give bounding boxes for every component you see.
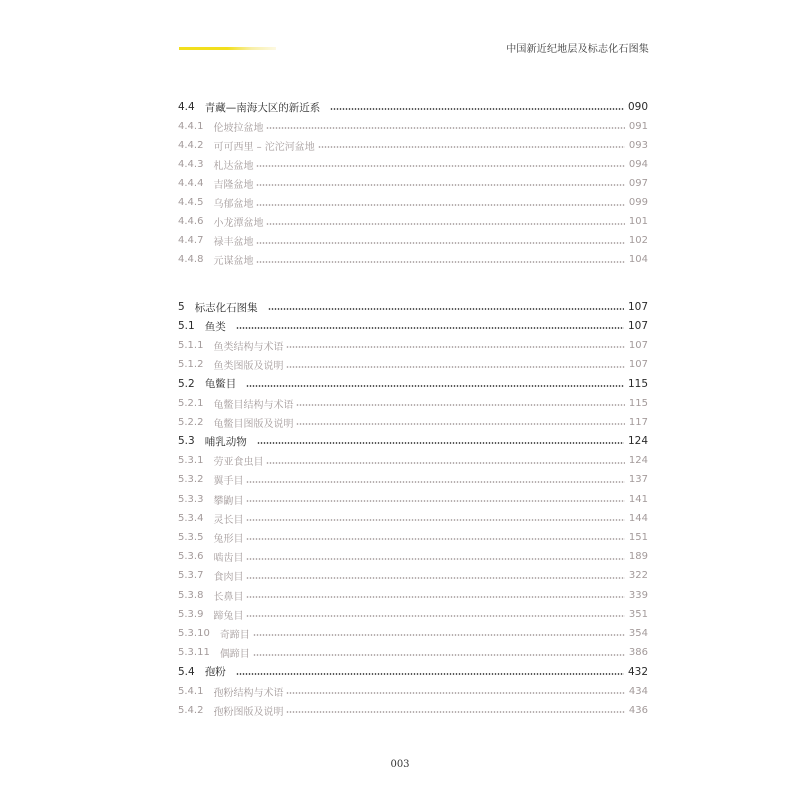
- toc-dot-leader: [236, 673, 624, 675]
- toc-subsection-row[interactable]: [178, 174, 648, 192]
- toc-subsection-row[interactable]: [178, 356, 648, 374]
- toc-entry-number: 5.3.6: [178, 551, 204, 563]
- toc-entry-title: 蹄兔目: [213, 610, 244, 622]
- toc-entry-title: 可可西里 – 沱沱河盆地: [213, 141, 315, 153]
- toc-dot-leader: [246, 385, 624, 387]
- toc-entry-title: 偶蹄目: [219, 649, 250, 661]
- toc-entry-title: 翼手目: [213, 476, 244, 488]
- toc-entry-number: 4.4.8: [178, 254, 204, 266]
- toc-dot-leader: [246, 500, 624, 502]
- toc-dot-leader: [286, 711, 624, 713]
- toc-entry-page: 107: [627, 301, 648, 313]
- toc-dot-leader: [256, 204, 624, 206]
- toc-entry-number: 5.3.2: [178, 474, 204, 486]
- toc-subsection-row[interactable]: [178, 605, 648, 623]
- toc-entry-number: 5.3.1: [178, 455, 204, 467]
- toc-entry-title: 奇蹄目: [219, 629, 250, 641]
- toc-entry-page: 093: [628, 139, 648, 151]
- toc-entry-page: 091: [628, 120, 648, 132]
- toc-entry-title: 啮齿目: [213, 553, 244, 565]
- toc-dot-leader: [246, 615, 624, 617]
- toc-entry-page: 144: [628, 512, 648, 524]
- toc-subsection-row[interactable]: [178, 528, 648, 546]
- toc-subsection-row[interactable]: [178, 701, 648, 719]
- toc-subsection-row[interactable]: [178, 644, 648, 662]
- toc-entry-number: 4.4.5: [178, 197, 204, 208]
- toc-entry-number: 5.2.2: [178, 416, 204, 428]
- toc-entry-page: 115: [628, 397, 648, 409]
- toc-entry-number: 5.3: [178, 435, 195, 448]
- toc-entry-number: 4.4.3: [178, 158, 204, 170]
- toc-entry-number: 5.2.1: [178, 397, 204, 409]
- toc-entry-number: 4.4.4: [178, 177, 204, 189]
- toc-dot-leader: [330, 108, 624, 110]
- toc-entry-page: 434: [628, 685, 648, 697]
- toc-dot-leader: [246, 558, 624, 560]
- toc-entry-page: 432: [627, 665, 648, 678]
- toc-entry-title: 吉隆盆地: [213, 179, 254, 191]
- toc-dot-leader: [246, 519, 624, 521]
- toc-dot-leader: [253, 654, 625, 656]
- toc-dot-leader: [236, 327, 624, 329]
- toc-entry-title: 攀鼩目: [213, 495, 244, 507]
- toc-entry-title: 元谋盆地: [213, 256, 254, 268]
- toc-dot-leader: [256, 184, 624, 186]
- running-head-title: 中国新近纪地层及标志化石图集: [506, 44, 649, 55]
- toc-dot-leader: [318, 146, 625, 148]
- toc-entry-page: 189: [628, 551, 648, 563]
- toc-entry-title: 龟鳖目图版及说明: [213, 418, 294, 430]
- toc-dot-leader: [246, 596, 624, 598]
- toc-dot-leader: [257, 442, 624, 444]
- toc-subsection-row[interactable]: [178, 336, 648, 354]
- toc-entry-number: 5.3.11: [178, 647, 210, 659]
- toc-dot-leader: [246, 481, 624, 483]
- toc-entry-page: 094: [628, 158, 648, 170]
- toc-entry-page: 101: [628, 216, 648, 228]
- toc-subsection-row[interactable]: [178, 567, 648, 585]
- toc-section-row[interactable]: [178, 663, 648, 681]
- toc-entry-title: 青藏—南海大区的新近系: [204, 101, 321, 114]
- toc-entry-title: 孢粉图版及说明: [213, 706, 284, 718]
- page-number: 003: [390, 759, 410, 770]
- toc-entry-page: 124: [627, 435, 648, 448]
- toc-entry-page: 104: [628, 254, 648, 266]
- toc-entry-number: 5.2: [178, 377, 195, 390]
- toc-dot-leader: [296, 404, 624, 406]
- toc-entry-title: 鱼类结构与术语: [213, 341, 284, 353]
- toc-entry-number: 5.3.5: [178, 531, 204, 543]
- toc-entry-number: 5.1.1: [178, 339, 204, 351]
- toc-dot-leader: [256, 242, 624, 244]
- toc-subsection-row[interactable]: [178, 452, 648, 470]
- toc-entry-number: 5.3.3: [178, 493, 204, 505]
- toc-dot-leader: [268, 308, 624, 310]
- toc-entry-page: 354: [628, 627, 648, 639]
- toc-entry-page: 099: [628, 197, 648, 208]
- toc-subsection-row[interactable]: [178, 394, 648, 412]
- toc-subsection-row[interactable]: [178, 682, 648, 700]
- toc-dot-leader: [266, 462, 624, 464]
- toc-dot-leader: [253, 634, 625, 636]
- toc-dot-leader: [246, 577, 624, 579]
- toc-subsection-row[interactable]: [178, 490, 648, 508]
- toc-entry-page: 117: [628, 416, 648, 428]
- toc-entry-number: 5.4.2: [178, 704, 204, 716]
- toc-dot-leader: [286, 366, 624, 368]
- toc-subsection-row[interactable]: [178, 232, 648, 250]
- toc-entry-number: 4.4: [178, 101, 195, 113]
- toc-entry-title: 伦坡拉盆地: [213, 122, 264, 134]
- toc-entry-title: 龟鳖目: [204, 378, 237, 391]
- toc-entry-number: 5.3.7: [178, 570, 204, 582]
- toc-entry-title: 小龙潭盆地: [213, 218, 264, 230]
- toc-entry-number: 4.4.1: [178, 120, 204, 132]
- toc-entry-page: 107: [627, 320, 648, 333]
- toc-section-row[interactable]: [178, 432, 648, 450]
- toc-entry-page: 386: [628, 647, 648, 659]
- toc-entry-number: 4.4.7: [178, 235, 204, 247]
- toc-entry-title: 龟鳖目结构与术语: [213, 399, 294, 411]
- toc-entry-number: 5.1.2: [178, 359, 204, 371]
- toc-dot-leader: [256, 165, 624, 167]
- toc-entry-page: 107: [628, 359, 648, 371]
- toc-entry-page: 102: [628, 235, 648, 247]
- toc-subsection-row[interactable]: [178, 548, 648, 566]
- toc-entry-title: 孢粉: [204, 666, 226, 679]
- toc-entry-page: 436: [628, 704, 648, 716]
- toc-entry-title: 食肉目: [213, 572, 244, 584]
- toc-entry-title: 禄丰盆地: [213, 237, 254, 249]
- toc-entry-number: 5: [178, 301, 185, 313]
- toc-entry-number: 5.1: [178, 320, 195, 333]
- toc-dot-leader: [296, 423, 624, 425]
- toc-entry-number: 5.4: [178, 665, 195, 678]
- toc-dot-leader: [256, 261, 624, 263]
- header-accent-bar: [179, 47, 276, 50]
- toc-entry-page: 351: [628, 608, 648, 620]
- toc-subsection-row[interactable]: [178, 624, 648, 642]
- toc-subsection-row[interactable]: [178, 155, 648, 173]
- toc-entry-title: 劳亚食虫目: [213, 457, 264, 469]
- toc-entry-number: 5.3.10: [178, 627, 210, 639]
- toc-entry-page: 141: [628, 493, 648, 505]
- toc-dot-leader: [266, 223, 624, 225]
- toc-entry-page: 090: [627, 101, 648, 113]
- toc-entry-title: 灵长目: [213, 514, 244, 526]
- toc-section-row[interactable]: [178, 98, 648, 116]
- toc-dot-leader: [246, 538, 624, 540]
- toc-entry-number: 5.3.4: [178, 512, 204, 524]
- toc-entry-page: 322: [628, 570, 648, 582]
- toc-entry-title: 孢粉结构与术语: [213, 687, 284, 699]
- toc-section-row[interactable]: [178, 317, 648, 335]
- toc-subsection-row[interactable]: [178, 509, 648, 527]
- toc-dot-leader: [286, 346, 624, 348]
- toc-entry-page: 151: [628, 531, 648, 543]
- toc-subsection-row[interactable]: [178, 136, 648, 154]
- toc-entry-page: 097: [628, 177, 648, 189]
- toc-entry-page: 137: [628, 474, 648, 486]
- toc-entry-page: 124: [628, 455, 648, 467]
- toc-subsection-row[interactable]: [178, 471, 648, 489]
- toc-entry-title: 哺乳动物: [204, 435, 247, 448]
- toc-entry-number: 4.4.2: [178, 139, 204, 151]
- toc-entry-number: 4.4.6: [178, 216, 204, 228]
- toc-subsection-row[interactable]: [178, 213, 648, 231]
- toc-entry-number: 5.4.1: [178, 685, 204, 697]
- toc-entry-page: 107: [628, 339, 648, 351]
- toc-entry-title: 标志化石图集: [194, 301, 258, 314]
- toc-entry-page: 339: [628, 589, 648, 601]
- toc-subsection-row[interactable]: [178, 251, 648, 269]
- toc-entry-title: 鱼类: [204, 320, 226, 333]
- toc-subsection-row[interactable]: [178, 413, 648, 431]
- toc-entry-title: 札达盆地: [213, 160, 254, 172]
- toc-dot-leader: [286, 692, 624, 694]
- toc-section-row[interactable]: [178, 298, 648, 316]
- toc-entry-title: 鱼类图版及说明: [213, 361, 284, 373]
- toc-subsection-row[interactable]: [178, 586, 648, 604]
- toc-entry-title: 兔形目: [213, 533, 244, 545]
- toc-subsection-row[interactable]: [178, 117, 648, 135]
- toc-subsection-row[interactable]: [178, 194, 648, 212]
- toc-entry-page: 115: [627, 377, 648, 390]
- toc-entry-number: 5.3.8: [178, 589, 204, 601]
- toc-section-row[interactable]: [178, 375, 648, 393]
- toc-entry-number: 5.3.9: [178, 608, 204, 620]
- toc-entry-title: 乌郁盆地: [213, 199, 254, 210]
- toc-entry-title: 长鼻目: [213, 591, 244, 603]
- toc-dot-leader: [266, 127, 624, 129]
